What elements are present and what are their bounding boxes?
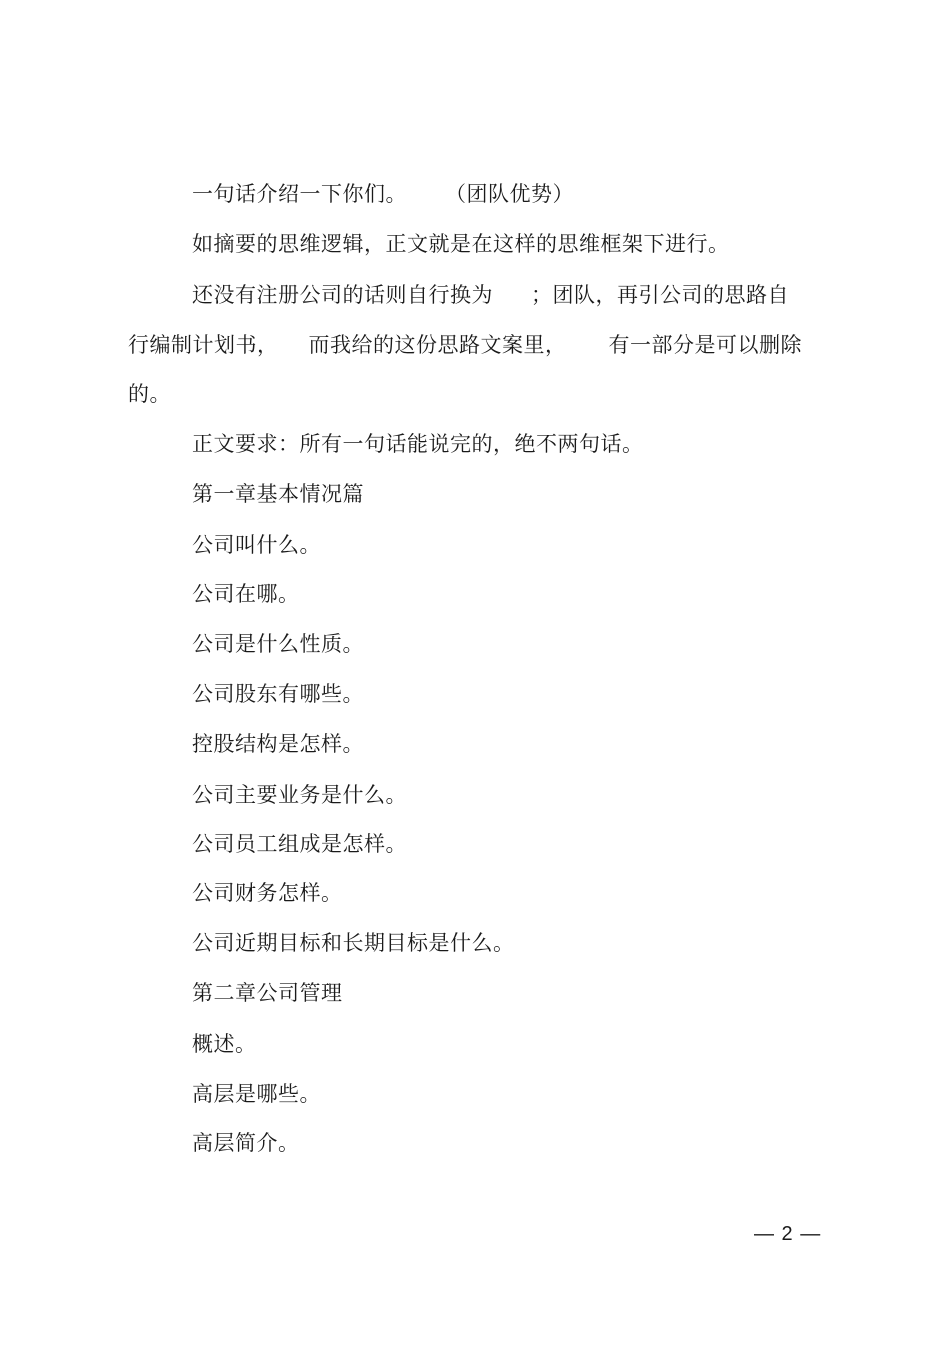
paragraph-unregistered-line2 — [128, 332, 802, 358]
page-number: — 2 — — [754, 1223, 822, 1245]
paragraph-team-intro — [192, 181, 574, 207]
chapter-heading-2: 第二章公司管理 — [192, 981, 343, 1005]
list-item: 公司在哪。 — [192, 582, 300, 606]
text-segment: 行编制计划书， — [128, 333, 279, 357]
text-segment: 一句话介绍一下你们。 — [192, 182, 407, 206]
text-segment: （团队优势） — [445, 182, 574, 206]
paragraph-logic: 如摘要的思维逻辑，正文就是在这样的思维框架下进行。 — [192, 232, 730, 256]
paragraph-unregistered-line1 — [192, 282, 789, 308]
list-item: 公司财务怎样。 — [192, 881, 343, 905]
text-segment: 还没有注册公司的话则自行换为 — [192, 283, 493, 307]
list-item: 公司员工组成是怎样。 — [192, 832, 407, 856]
list-item: 控股结构是怎样。 — [192, 732, 364, 756]
paragraph-unregistered-line3: 的。 — [128, 382, 171, 406]
text-segment: 而我给的这份思路文案里， — [308, 333, 567, 357]
list-item: 公司近期目标和长期目标是什么。 — [192, 931, 515, 955]
list-item: 公司主要业务是什么。 — [192, 783, 407, 807]
chapter-heading-1: 第一章基本情况篇 — [192, 482, 364, 506]
text-segment: 有一部分是可以删除 — [608, 333, 802, 357]
list-item: 公司叫什么。 — [192, 533, 321, 557]
list-item: 高层简介。 — [192, 1131, 300, 1155]
list-item: 公司是什么性质。 — [192, 632, 364, 656]
list-item: 高层是哪些。 — [192, 1082, 321, 1106]
paragraph-requirement: 正文要求：所有一句话能说完的，绝不两句话。 — [192, 432, 644, 456]
text-segment: ；团队，再引公司的思路自 — [531, 283, 789, 307]
list-item: 公司股东有哪些。 — [192, 682, 364, 706]
list-item: 概述。 — [192, 1032, 257, 1056]
